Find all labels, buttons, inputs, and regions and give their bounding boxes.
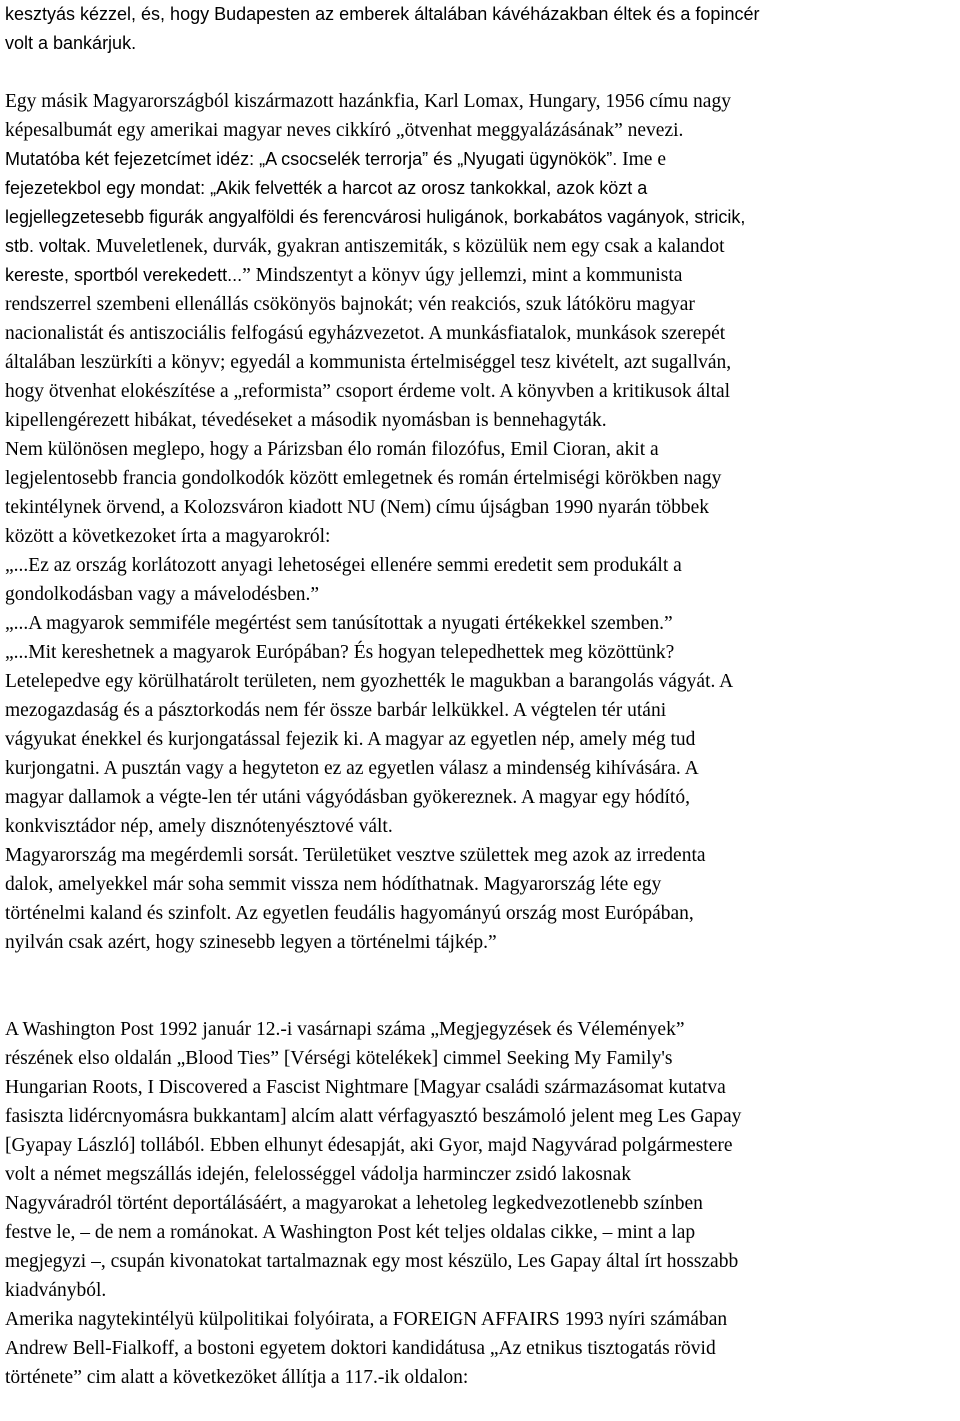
text-line: „...Ez az ország korlátozott anyagi lehetoségei ellenére semmi eredetit sem produkált a: [5, 555, 682, 576]
text-line: A Washington Post 1992 január 12.-i vasárnapi száma „Megjegyzések és Vélemények”: [5, 1019, 685, 1040]
text-line: festve le, – de nem a románokat. A Washington Post két teljes oldalas cikke, – mint a lap: [5, 1222, 696, 1243]
document-page: [5, 0, 960, 1421]
text-line: története” cim alatt a következöket állítja a 117.-ik oldalon:: [5, 1367, 469, 1388]
text-line: fasiszta lidércnyomásra bukkantam] alcím alatt vérfagyasztó beszámoló jelent meg Les Gapay: [5, 1106, 742, 1127]
text-line: „...A magyarok semmiféle megértést sem tanúsítottak a nyugati értékekkel szemben.”: [5, 613, 673, 634]
text-line: részének elso oldalán „Blood Ties” [Vérségi kötelékek] cimmel Seeking My Family's: [5, 1048, 673, 1069]
text-line: Letelepedve egy körülhatárolt területen, nem gyozhették le magukban a barangolás vágyát. A: [5, 671, 734, 692]
text-line: Hungarian Roots, I Discovered a Fascist Nightmare [Magyar családi származásomat kutatva: [5, 1077, 726, 1098]
text-line: legjelentosebb francia gondolkodók között emlegetnek és román értelmiségi körökben nagy: [5, 468, 722, 489]
text-line: legjellegzetesebb figurák angyalföldi és ferencvárosi huligánok, borkabátos vagányok, stricik,: [5, 207, 746, 227]
text-line: [Gyapay László] tollából. Ebben elhunyt édesapját, aki Gyor, majd Nagyvárad polgármestere: [5, 1135, 733, 1156]
text-line: [5, 232, 960, 261]
text-line: volt a bankárjuk.: [5, 33, 137, 53]
text-line: Nagyváradról történt deportálásáért, a magyarokat a lehetoleg legkedvezotlenebb színben: [5, 1193, 703, 1214]
text-line: nyilván csak azért, hogy szinesebb legyen a történelmi tájkép.”: [5, 932, 497, 953]
text-line: Amerika nagytekintélyü külpolitikai folyóirata, a FOREIGN AFFAIRS 1993 nyíri számában: [5, 1309, 728, 1330]
text-line: Magyarország ma megérdemli sorsát. Területüket vesztve születtek meg azok az irredenta: [5, 845, 706, 866]
text-line: történelmi kaland és szinfolt. Az egyetlen feudális hagyományú ország most Európában,: [5, 903, 694, 924]
text-line: Egy másik Magyarországból kiszármazott hazánkfia, Karl Lomax, Hungary, 1956 címu nagy: [5, 91, 731, 112]
text-run: ” Mindszentyt a könyv úgy jellemzi, mint a kommunista: [242, 265, 683, 286]
text-run: Mutatóba két fejezetcímet idéz: „A csocselék terrorja” és „Nyugati ügynökök”.: [5, 149, 618, 169]
text-line: általában leszürkíti a könyv; egyedál a kommunista értelmiséggel tesz kivételt, azt sugallván,: [5, 352, 732, 373]
text-line: dalok, amelyekkel már soha semmit vissza nem hódíthatnak. Magyarország léte egy: [5, 874, 662, 895]
text-line: konkvisztádor nép, amely disznótenyésztové vált.: [5, 816, 393, 837]
text-line: kipellengérezett hibákat, tévedéseket a második nyomásban is bennehagyták.: [5, 410, 607, 431]
text-line: kurjongatni. A pusztán vagy a hegyteton ez az egyetlen válasz a mindenség kihívására. A: [5, 758, 699, 779]
text-line: kesztyás kézzel, és, hogy Budapesten az emberek általában kávéházakban éltek és a fopincér: [5, 4, 760, 24]
text-line: mezogazdaság és a pásztorkodás nem fér össze barbár lelkükkel. A végtelen tér utáni: [5, 700, 667, 721]
text-line: „...Mit kereshetnek a magyarok Európában? És hogyan telepedhettek meg közöttünk?: [5, 642, 675, 663]
blank-line: [5, 957, 960, 986]
text-line: megjegyzi –, csupán kivonatokat tartalmaznak egy most készülo, Les Gapay által írt hosszabb: [5, 1251, 739, 1272]
text-line: volt a német megszállás idején, felelosséggel vádolja harminczer zsidó lakosnak: [5, 1164, 631, 1185]
text-line: között a következoket írta a magyarokról:: [5, 526, 331, 547]
text-line: rendszerrel szembeni ellenállás csökönyös bajnokát; vén reakciós, szuk látóköru magyar: [5, 294, 695, 315]
blank-line: [5, 58, 960, 87]
blank-line: [5, 986, 960, 1015]
text-line: nacionalistát és antiszociális felfogású egyházvezetot. A munkásfiatalok, munkások szerepét: [5, 323, 726, 344]
text-line: hogy ötvenhat elokészítése a „reformista” csoport érdeme volt. A könyvben a kritikusok által: [5, 381, 731, 402]
text-line: vágyukat énekkel és kurjongatással fejezik ki. A magyar az egyetlen nép, amely még tud: [5, 729, 696, 750]
text-line: képesalbumát egy amerikai magyar neves cikkíró „ötvenhat meggyalázásának” nevezi.: [5, 120, 684, 141]
text-line: Andrew Bell-Fialkoff, a bostoni egyetem doktori kandidátusa „Az etnikus tisztogatás rövid: [5, 1338, 716, 1359]
text-line: [5, 145, 960, 174]
text-line: Nem különösen meglepo, hogy a Párizsban élo román filozófus, Emil Cioran, akit a: [5, 439, 659, 460]
text-line: kiadványból.: [5, 1280, 107, 1301]
text-line: [5, 261, 960, 290]
text-run: kereste, sportból verekedett...: [5, 265, 243, 285]
text-run: Muveletlenek, durvák, gyakran antiszemiták, s közülük nem egy csak a kalandot: [91, 236, 725, 257]
text-line: tekintélynek örvend, a Kolozsváron kiadott NU (Nem) címu újságban 1990 nyarán többek: [5, 497, 709, 518]
text-run: stb. voltak.: [5, 236, 92, 256]
text-line: gondolkodásban vagy a mávelodésben.”: [5, 584, 320, 605]
text-line: magyar dallamok a végte-len tér utáni vágyódásban gyökereznek. A magyar egy hódító,: [5, 787, 690, 808]
text-line: fejezetekbol egy mondat: „Akik felvették a harcot az orosz tankokkal, azok közt a: [5, 178, 648, 198]
text-run: Ime e: [617, 149, 666, 170]
